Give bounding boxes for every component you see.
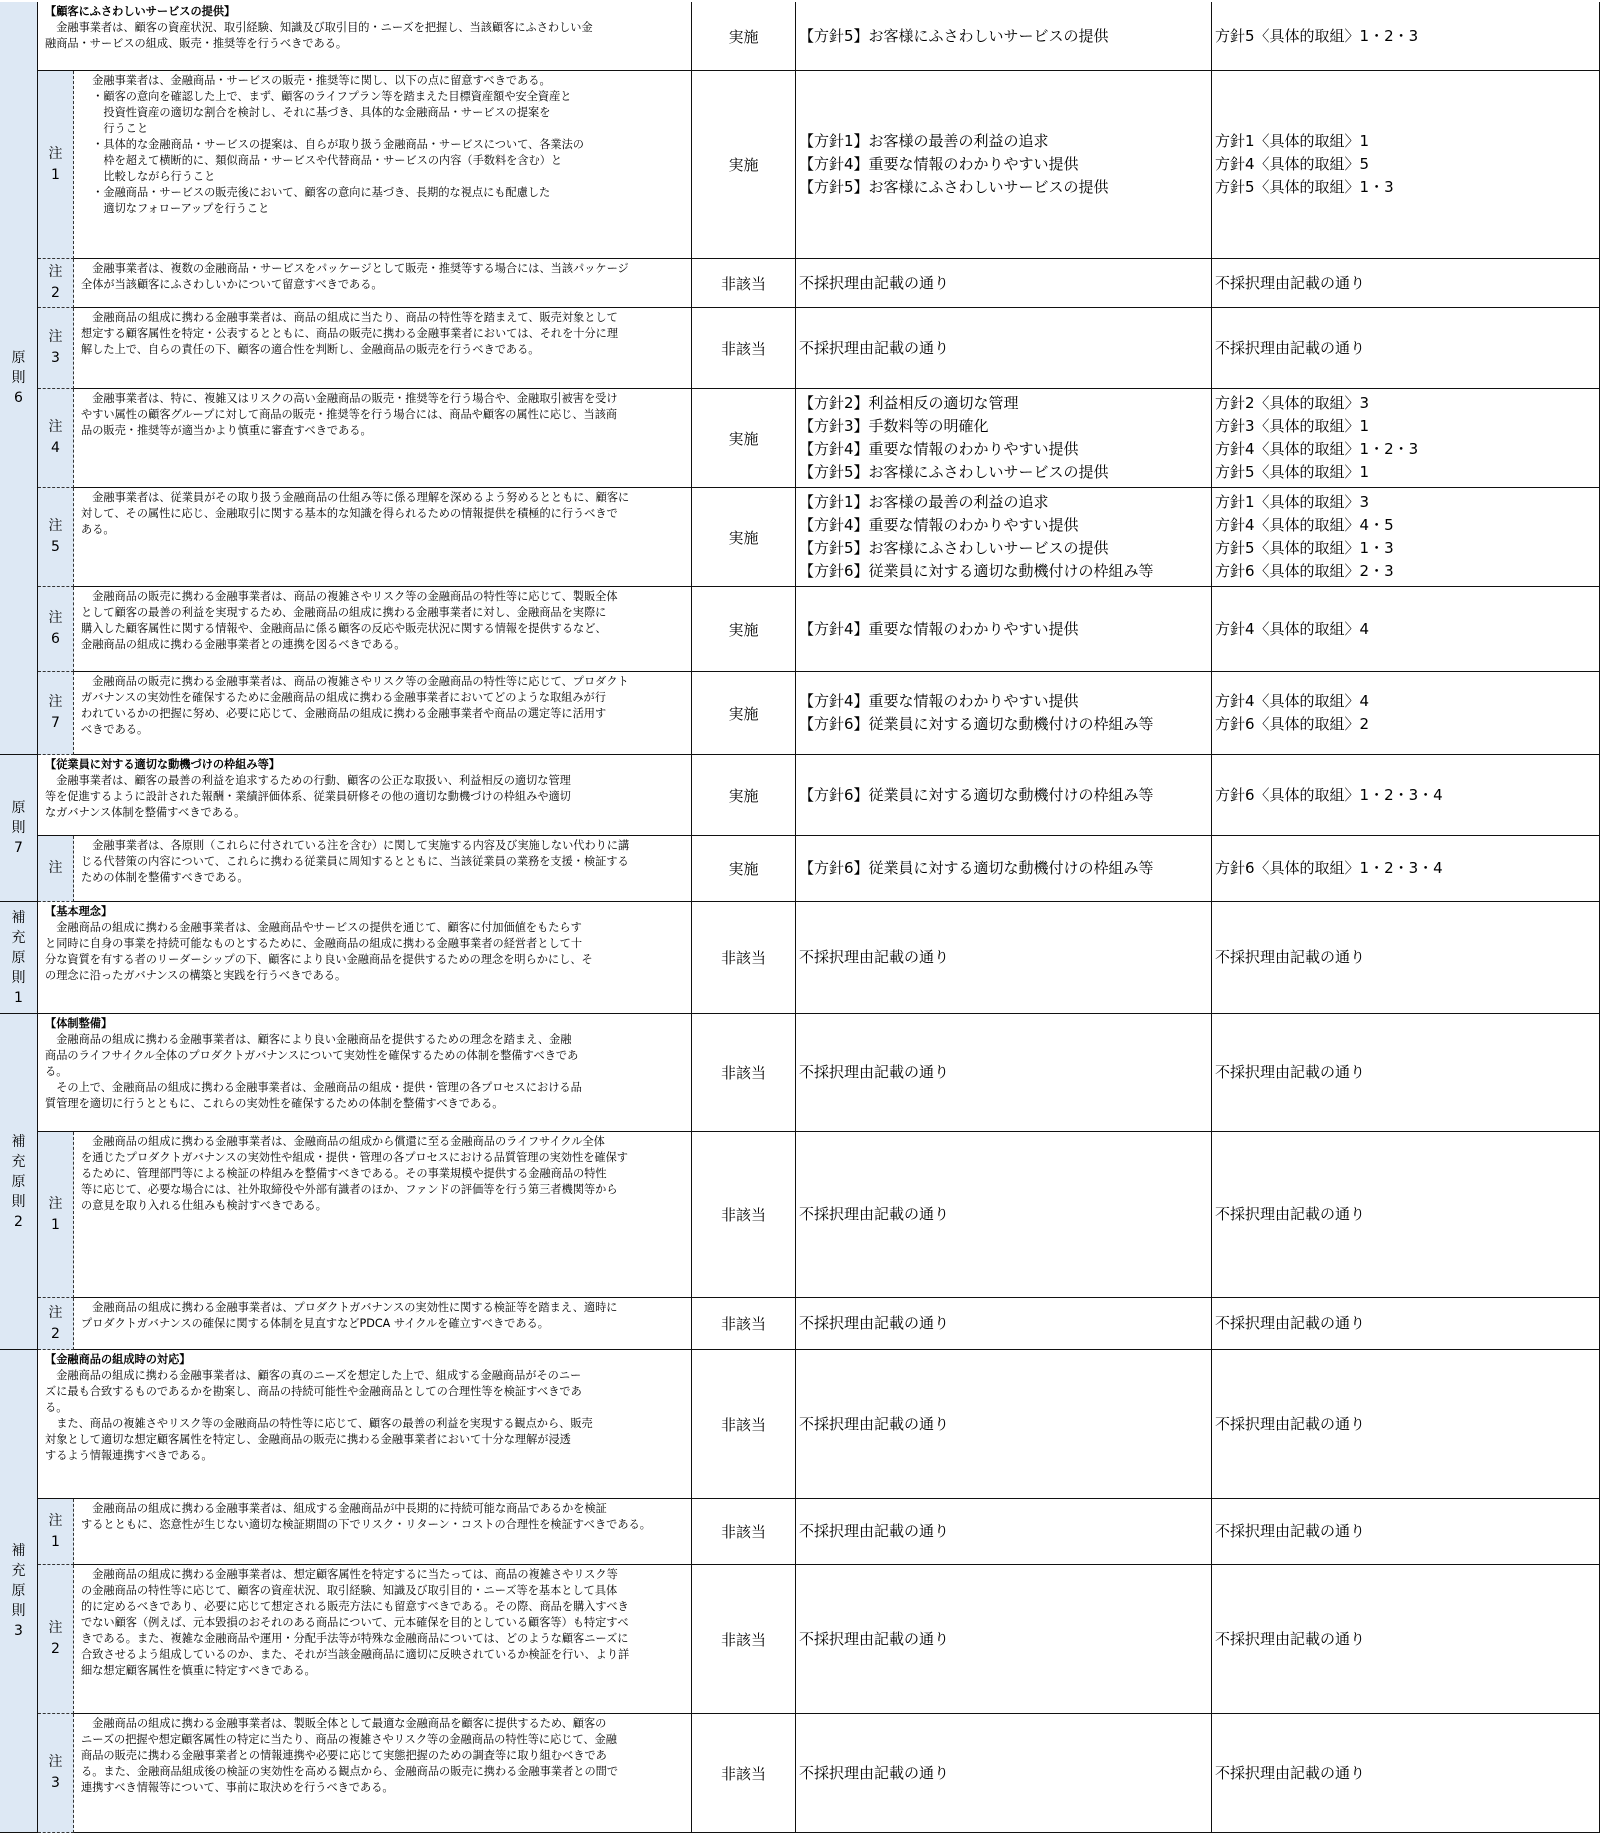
principle-body: 金融商品の組成に携わる金融事業者は、商品の組成に当たり、商品の特性等を踏まえて、販売対象として 想定する顧客属性を特定・公表するとともに、商品の販売に携わる金融事業者においては、それを十分に理 解した上で、自らの責任の下、顧客の適合性を判断し、金融商品の販売を行うべきである。: [81, 311, 619, 356]
status-cell: [692, 71, 796, 259]
principle-body: 金融商品の組成に携わる金融事業者は、組成する金融商品が中長期的に持続可能な商品であるかを検証 するとともに、恣意性が生じない適切な検証期間の下でリスク・リターン・コストの合理性を検証すべきである。: [81, 1502, 651, 1531]
status-cell: [692, 488, 796, 587]
policy-item: 【方針1】お客様の最善の利益の追求: [799, 493, 1049, 511]
reference-cell: [1212, 2, 1600, 71]
status-value: 実施: [728, 528, 759, 547]
note-label-char: 2: [51, 1641, 60, 1657]
note-label: [38, 672, 74, 755]
policy-cell: [796, 2, 1212, 71]
reference-item: 方針4〈具体的取組〉4・5: [1215, 516, 1394, 534]
reference-item: 不採択理由記載の通り: [1215, 1414, 1366, 1433]
principle-heading: 【基本理念】: [45, 905, 113, 918]
policy-item: 【方針4】重要な情報のわかりやすい提供: [799, 155, 1079, 173]
status-cell: [692, 1132, 796, 1298]
policy-item: 【方針5】お客様にふさわしいサービスの提供: [799, 26, 1109, 45]
status-value: 非該当: [720, 1523, 766, 1541]
principle-text: [74, 1714, 692, 1833]
status-value: 実施: [728, 620, 759, 639]
policy-item: 不採択理由記載の通り: [799, 1522, 950, 1540]
status-value: 非該当: [720, 1415, 766, 1434]
status-cell: [692, 902, 796, 1014]
reference-cell: [1212, 836, 1600, 902]
note-label-text: [49, 262, 63, 304]
note-label: [38, 308, 74, 389]
note-label-text: [49, 1752, 63, 1794]
note-label-char: 1: [51, 1216, 60, 1233]
principle-text: [74, 389, 692, 488]
note-label-char: 注: [48, 1620, 63, 1636]
note-label: [38, 836, 74, 902]
policy-cell: [796, 1499, 1212, 1565]
note-label-char: 2: [51, 285, 60, 301]
principle-text: [74, 1565, 692, 1714]
section-label-char: 補: [11, 909, 26, 926]
status-value: 非該当: [720, 1630, 766, 1649]
reference-item: 方針2〈具体的取組〉3: [1215, 394, 1370, 412]
note-label-text: [49, 1511, 63, 1553]
reference-item: 方針5〈具体的取組〉1・3: [1215, 178, 1394, 196]
section-label-char: 6: [14, 390, 23, 406]
reference-cell: [1212, 488, 1600, 587]
section-label-char: 則: [11, 1193, 26, 1210]
policy-cell: [796, 1014, 1212, 1132]
status-cell: [692, 1350, 796, 1499]
principle-text: [74, 836, 692, 902]
policy-cell: [796, 587, 1212, 672]
reference-cell: [1212, 1298, 1600, 1350]
policy-cell: [796, 1565, 1212, 1714]
note-label-char: 3: [51, 350, 60, 366]
principle-body: 金融商品の組成に携わる金融事業者は、金融商品やサービスの提供を通じて、顧客に付加価値をもたらす と同時に自身の事業を持続可能なものとするために、金融商品の組成に携わる金融事業者の経営者として十 分な資質を有する者のリーダーシップの下、顧客により良い金融商品を提供するための理念を明らかにし、そ の理念に沿ったガバナンスの構築と実践を行うべきである。: [45, 921, 593, 982]
principle-body: 金融商品の組成に携わる金融事業者は、顧客により良い金融商品を提供するための理念を踏まえ、金融 商品のライフサイクル全体のプロダクトガバナンスについて実効性を確保するための体制を整備すべきであ る。 その上で、金融商品の組成に携わる金融事業者は、金融商品の組成・提供・管理の各プロセスにおける品 質管理を適切に行うとともに、これらの実効性を確保するための体制を整備すべきである。: [45, 1033, 582, 1110]
policy-item: 【方針4】重要な情報のわかりやすい提供: [799, 619, 1079, 638]
principle-body: 金融商品の組成に携わる金融事業者は、プロダクトガバナンスの実効性に関する検証等を踏まえ、適時に プロダクトガバナンスの確保に関する体制を見直すなどPDCA サイクルを確立すべきである。: [81, 1301, 618, 1330]
reference-item: 方針1〈具体的取組〉3: [1215, 493, 1370, 511]
policy-cell: [796, 259, 1212, 308]
note-label-text: [49, 144, 63, 186]
section-label-char: 2: [14, 1213, 23, 1230]
note-label-char: 1: [51, 166, 60, 183]
principle-text: [38, 1014, 692, 1132]
section-label-char: 則: [11, 969, 26, 986]
note-label-char: 5: [51, 539, 60, 555]
status-cell: [692, 836, 796, 902]
reference-item: 不採択理由記載の通り: [1215, 1314, 1366, 1332]
reference-item: 方針5〈具体的取組〉1: [1215, 463, 1370, 481]
note-label-text: [49, 692, 63, 734]
policy-item: 【方針6】従業員に対する適切な動機付けの枠組み等: [799, 562, 1154, 580]
section-label-char: 補: [11, 1133, 26, 1150]
status-value: 非該当: [720, 949, 766, 967]
reference-cell: [1212, 755, 1600, 836]
section-label-char: 1: [14, 989, 23, 1006]
policy-item: 不採択理由記載の通り: [799, 1063, 950, 1081]
note-label-char: 注: [48, 264, 63, 280]
reference-cell: [1212, 71, 1600, 259]
policy-item: 【方針6】従業員に対する適切な動機付けの枠組み等: [799, 859, 1154, 877]
status-value: 非該当: [720, 1315, 766, 1333]
section-label-char: 原: [11, 949, 26, 966]
principle-text: [74, 71, 692, 259]
status-value: 非該当: [720, 1764, 766, 1783]
note-label: [38, 71, 74, 259]
reference-cell: [1212, 1132, 1600, 1298]
note-label: [38, 389, 74, 488]
principle-text: [74, 308, 692, 389]
note-label-char: 1: [51, 1533, 60, 1550]
principle-body: 金融事業者は、従業員がその取り扱う金融商品の仕組み等に係る理解を深めるよう努めるとともに、顧客に 対して、その属性に応じ、金融取引に関する基本的な知識を得られるための情報提供を積極的に行うべきで ある。: [81, 491, 630, 536]
policy-cell: [796, 71, 1212, 259]
policy-item: 【方針2】利益相反の適切な管理: [799, 394, 1019, 412]
status-value: 実施: [728, 156, 759, 174]
note-label: [38, 1565, 74, 1714]
principle-body: 金融商品の組成に携わる金融事業者は、顧客の真のニーズを想定した上で、組成する金融商品がそのニー ズに最も合致するものであるかを勘案し、商品の持続可能性や金融商品としての合理性等を検証すべきであ る。 また、商品の複雑さやリスク等の金融商品の特性等に応じて、顧客の最善の利益を実現する観点から、販売 対象として適切な想定顧客属性を特定し、金融商品の販売に携わる金融事業者において十分な理解が浸透 するよう情報連携すべきである。: [45, 1369, 593, 1462]
reference-item: 方針6〈具体的取組〉2・3: [1215, 562, 1394, 580]
section-label-text: [12, 1132, 26, 1232]
note-label-text: [49, 516, 63, 558]
reference-cell: [1212, 672, 1600, 755]
principle-body: 金融商品の販売に携わる金融事業者は、商品の複雑さやリスク等の金融商品の特性等に応じて、製販全体 として顧客の最善の利益を実現するため、金融商品の組成に携わる金融事業者に対し、金融商品を実際に 購入した顧客属性に関する情報や、金融商品に係る顧客の反応や販売状況に関する情報を提供するなど、 金融商品の組成に携わる金融事業者との連携を図るべきである。: [81, 590, 618, 651]
principle-body: 金融商品の組成に携わる金融事業者は、想定顧客属性を特定するに当たっては、商品の複雑さやリスク等 の金融商品の特性等に応じて、顧客の資産状況、取引経験、知識及び取引目的・ニーズ等を基本として具体 的に定めるべきであり、必要に応じて想定される販売方法にも留意すべきである。その際、商品を購入すべき でない顧客（例えば、元本毀損のおそれのある商品について、元本確保を目的としている顧客等）も特定すべ きである。また、複雑な金融商品や運用・分配手法等が特殊な金融商品については、どのような顧客ニーズに 合致させるよう組成しているのか、また、それが当該金融商品に適切に反映されているか検証を行い、より詳 細な想定顧客属性を慎重に特定すべきである。: [81, 1568, 630, 1677]
reference-cell: [1212, 1565, 1600, 1714]
policy-item: 【方針4】重要な情報のわかりやすい提供: [799, 440, 1079, 458]
principle-text: [38, 1350, 692, 1499]
reference-cell: [1212, 308, 1600, 389]
policy-item: 不採択理由記載の通り: [799, 338, 950, 357]
reference-item: 方針4〈具体的取組〉5: [1215, 155, 1370, 173]
principle-text: [74, 1298, 692, 1350]
principle-body: 金融商品の組成に携わる金融事業者は、製販全体として最適な金融商品を顧客に提供するため、顧客の ニーズの把握や想定顧客属性の特定に当たり、商品の複雑さやリスク等の金融商品の特性等に応じて、金融 商品の販売に携わる金融事業者との情報連携や必要に応じて実態把握のための調査等に取り組むべきであ る。また、金融商品組成後の検証の実効性を高める観点から、金融商品の販売に携わる金融事業者との間で 連携すべき情報等について、事前に取決めを行うべきである。: [81, 1717, 619, 1794]
status-value: 非該当: [720, 1064, 766, 1082]
policy-item: 【方針1】お客様の最善の利益の追求: [799, 132, 1049, 150]
status-value: 実施: [728, 860, 759, 878]
principle-heading: 【従業員に対する適切な動機づけの枠組み等】: [45, 758, 280, 771]
note-label-char: 注: [48, 518, 63, 534]
policy-cell: [796, 755, 1212, 836]
note-label-char: 注: [48, 1195, 63, 1212]
status-value: 非該当: [720, 274, 766, 293]
policy-item: 不採択理由記載の通り: [799, 273, 950, 292]
note-label-text: [49, 1194, 63, 1236]
status-cell: [692, 587, 796, 672]
principle-text: [38, 2, 692, 71]
policy-item: 不採択理由記載の通り: [799, 1414, 950, 1433]
reference-cell: [1212, 1350, 1600, 1499]
policy-cell: [796, 672, 1212, 755]
note-label-char: 注: [48, 1754, 63, 1770]
principle-heading: 【体制整備】: [45, 1017, 113, 1030]
note-label-char: 6: [51, 631, 60, 647]
policy-cell: [796, 836, 1212, 902]
principle-body: 金融事業者は、顧客の資産状況、取引経験、知識及び取引目的・ニーズを把握し、当該顧客にふさわしい金 融商品・サービスの組成、販売・推奨等を行うべきである。: [45, 21, 593, 50]
reference-cell: [1212, 587, 1600, 672]
note-label-char: 注: [48, 419, 63, 435]
note-label-char: 4: [51, 440, 60, 456]
section-label: [0, 755, 38, 902]
reference-cell: [1212, 389, 1600, 488]
principle-body: 金融事業者は、各原則（これらに付されている注を含む）に関して実施する内容及び実施しない代わりに講 じる代替策の内容について、これらに携わる従業員に周知するとともに、当該従業員の業務を支援・検証する ための体制を整備すべきである。: [81, 839, 630, 884]
note-label-char: 注: [48, 860, 63, 876]
section-label-char: 原: [11, 1583, 26, 1599]
reference-item: 方針4〈具体的取組〉4: [1215, 692, 1370, 710]
section-label-char: 7: [14, 840, 23, 856]
status-value: 非該当: [720, 339, 766, 358]
policy-cell: [796, 1132, 1212, 1298]
section-label-char: 補: [11, 1543, 26, 1559]
policy-item: 不採択理由記載の通り: [799, 1763, 950, 1782]
status-value: 実施: [728, 27, 759, 46]
section-label-char: 充: [11, 929, 26, 946]
status-cell: [692, 389, 796, 488]
section-label-char: 充: [11, 1153, 26, 1170]
status-cell: [692, 672, 796, 755]
note-label-text: [49, 1618, 63, 1660]
principle-text: [74, 1132, 692, 1298]
policy-item: 【方針6】従業員に対する適切な動機付けの枠組み等: [799, 785, 1154, 804]
policy-cell: [796, 389, 1212, 488]
status-cell: [692, 1714, 796, 1833]
principle-heading: 【金融商品の組成時の対応】: [45, 1353, 191, 1366]
status-value: 実施: [728, 786, 759, 805]
reference-item: 不採択理由記載の通り: [1215, 948, 1366, 966]
reference-item: 方針1〈具体的取組〉1: [1215, 132, 1370, 150]
note-label-text: [49, 417, 63, 459]
principle-text: [38, 902, 692, 1014]
status-cell: [692, 259, 796, 308]
note-label-char: 注: [48, 1512, 63, 1529]
status-cell: [692, 755, 796, 836]
policy-item: 【方針5】お客様にふさわしいサービスの提供: [799, 539, 1109, 557]
section-label-text: [12, 798, 26, 858]
section-label-char: 則: [11, 820, 26, 836]
reference-item: 方針6〈具体的取組〉2: [1215, 715, 1370, 733]
reference-item: 不採択理由記載の通り: [1215, 338, 1366, 357]
policy-cell: [796, 1714, 1212, 1833]
section-label-text: [12, 908, 26, 1008]
status-value: 実施: [728, 704, 759, 723]
policy-item: 不採択理由記載の通り: [799, 1629, 950, 1648]
section-label: [0, 1350, 38, 1833]
status-cell: [692, 1014, 796, 1132]
status-value: 実施: [728, 429, 759, 448]
note-label: [38, 1499, 74, 1565]
reference-cell: [1212, 902, 1600, 1014]
reference-item: 方針5〈具体的取組〉1・3: [1215, 539, 1394, 557]
status-value: 非該当: [720, 1206, 766, 1224]
reference-item: 方針5〈具体的取組〉1・2・3: [1215, 26, 1419, 45]
note-label-char: 注: [48, 694, 63, 710]
section-label-char: 3: [14, 1623, 23, 1639]
note-label-char: 注: [48, 145, 63, 162]
note-label-text: [49, 327, 63, 369]
principle-body: 金融事業者は、顧客の最善の利益を追求するための行動、顧客の公正な取扱い、利益相反の適切な管理 等を促進するように設計された報酬・業績評価体系、従業員研修その他の適切な動機づけの枠組みや適切 なガバナンス体制を整備すべきである。: [45, 774, 571, 819]
principle-body: 金融事業者は、複数の金融商品・サービスをパッケージとして販売・推奨等する場合には、当該パッケージ 全体が当該顧客にふさわしいかについて留意すべきである。: [81, 262, 629, 291]
status-cell: [692, 2, 796, 71]
policy-item: 【方針4】重要な情報のわかりやすい提供: [799, 692, 1079, 710]
policy-cell: [796, 1298, 1212, 1350]
note-label-text: [49, 1303, 63, 1345]
principle-heading: 【顧客にふさわしいサービスの提供】: [45, 5, 236, 18]
reference-cell: [1212, 259, 1600, 308]
principle-text: [74, 587, 692, 672]
reference-cell: [1212, 1014, 1600, 1132]
policy-item: 不採択理由記載の通り: [799, 948, 950, 966]
reference-cell: [1212, 1499, 1600, 1565]
reference-item: 方針6〈具体的取組〉1・2・3・4: [1215, 859, 1443, 877]
note-label-char: 7: [51, 715, 60, 731]
reference-item: 方針6〈具体的取組〉1・2・3・4: [1215, 785, 1443, 804]
reference-item: 方針4〈具体的取組〉4: [1215, 619, 1370, 638]
section-label-char: 則: [11, 370, 26, 386]
policy-item: 【方針4】重要な情報のわかりやすい提供: [799, 516, 1079, 534]
reference-item: 方針4〈具体的取組〉1・2・3: [1215, 440, 1419, 458]
policy-item: 【方針6】従業員に対する適切な動機付けの枠組み等: [799, 715, 1154, 733]
reference-item: 不採択理由記載の通り: [1215, 1763, 1366, 1782]
note-label: [38, 1714, 74, 1833]
principle-text: [74, 1499, 692, 1565]
status-cell: [692, 1565, 796, 1714]
note-label: [38, 259, 74, 308]
note-label-text: [49, 608, 63, 650]
reference-item: 方針3〈具体的取組〉1: [1215, 417, 1370, 435]
policy-item: 【方針3】手数料等の明確化: [799, 417, 989, 435]
section-label: [0, 2, 38, 755]
note-label-char: 注: [48, 329, 63, 345]
reference-cell: [1212, 1714, 1600, 1833]
note-label: [38, 1298, 74, 1350]
principle-body: 金融事業者は、金融商品・サービスの販売・推奨等に関し、以下の点に留意すべきである。 ・顧客の意向を確認した上で、まず、顧客のライフプラン等を踏まえた目標資産額や安全資産と 投資性資産の適切な割合を検討し、それに基づき、具体的な金融商品・サービスの提案を 行うこと ・具体的な金融商品・サービスの提案は、自らが取り扱う金融商品・サービスについて、各業法の 枠を超えて横断的に、類似商品・サービスや代替商品・サービスの内容（手数料を含む）と 比較しながら行うこと ・金融商品・サービスの販売後において、顧客の意向に基づき、長期的な視点にも配慮した 適切なフォローアップを行うこと: [92, 74, 584, 215]
policy-item: 不採択理由記載の通り: [799, 1314, 950, 1332]
principle-text: [38, 755, 692, 836]
status-cell: [692, 308, 796, 389]
section-label-char: 原: [11, 800, 26, 816]
reference-item: 不採択理由記載の通り: [1215, 1522, 1366, 1540]
reference-item: 不採択理由記載の通り: [1215, 1063, 1366, 1081]
principle-text: [74, 488, 692, 587]
principle-body: 金融商品の組成に携わる金融事業者は、金融商品の組成から償還に至る金融商品のライフサイクル全体 を通じたプロダクトガバナンスの実効性や組成・提供・管理の各プロセスにおける品質管理の実効性を確保す るために、管理部門等による検証の枠組みを整備すべきである。その事業規模や提供する金融商品の特性 等に応じて、必要な場合には、社外取締役や外部有識者のほか、ファンドの評価等を行う第三者機関等から の意見を取り入れる仕組みも検討すべきである。: [81, 1135, 628, 1212]
note-label: [38, 587, 74, 672]
note-label: [38, 1132, 74, 1298]
section-label-char: 則: [11, 1603, 26, 1619]
principle-text: [74, 259, 692, 308]
note-label-text: [49, 858, 63, 879]
reference-item: 不採択理由記載の通り: [1215, 1629, 1366, 1648]
section-label-char: 充: [11, 1563, 26, 1579]
principle-body: 金融事業者は、特に、複雑又はリスクの高い金融商品の販売・推奨等を行う場合や、金融取引被害を受け やすい属性の顧客グループに対して商品の販売・推奨等を行う場合には、商品や顧客の属性に応じ、当該商 品の販売・推奨等が適当かより慎重に審査すべきである。: [81, 392, 618, 437]
section-label: [0, 1014, 38, 1350]
section-label-text: [12, 348, 26, 408]
note-label-char: 3: [51, 1775, 60, 1791]
principle-text: [74, 672, 692, 755]
policy-item: 【方針5】お客様にふさわしいサービスの提供: [799, 463, 1109, 481]
note-label-char: 2: [51, 1325, 60, 1342]
policy-cell: [796, 488, 1212, 587]
note-label: [38, 488, 74, 587]
reference-item: 不採択理由記載の通り: [1215, 273, 1366, 292]
status-cell: [692, 1499, 796, 1565]
note-label-char: 注: [48, 1304, 63, 1321]
principle-body: 金融商品の販売に携わる金融事業者は、商品の複雑さやリスク等の金融商品の特性等に応じて、プロダクト ガバナンスの実効性を確保するために金融商品の組成に携わる金融事業者においてどのような取組みが行 われているかの把握に努め、必要に応じて、金融商品の組成に携わる金融事業者や商品の選定等に活用す べきである。: [81, 675, 629, 736]
policy-cell: [796, 308, 1212, 389]
policy-cell: [796, 902, 1212, 1014]
note-label-char: 注: [48, 610, 63, 626]
reference-item: 不採択理由記載の通り: [1215, 1205, 1366, 1223]
status-cell: [692, 1298, 796, 1350]
section-label-char: 原: [11, 350, 26, 366]
policy-item: 不採択理由記載の通り: [799, 1205, 950, 1223]
section-label-char: 原: [11, 1173, 26, 1190]
section-label: [0, 902, 38, 1014]
policy-cell: [796, 1350, 1212, 1499]
section-label-text: [12, 1541, 26, 1641]
policy-item: 【方針5】お客様にふさわしいサービスの提供: [799, 178, 1109, 196]
